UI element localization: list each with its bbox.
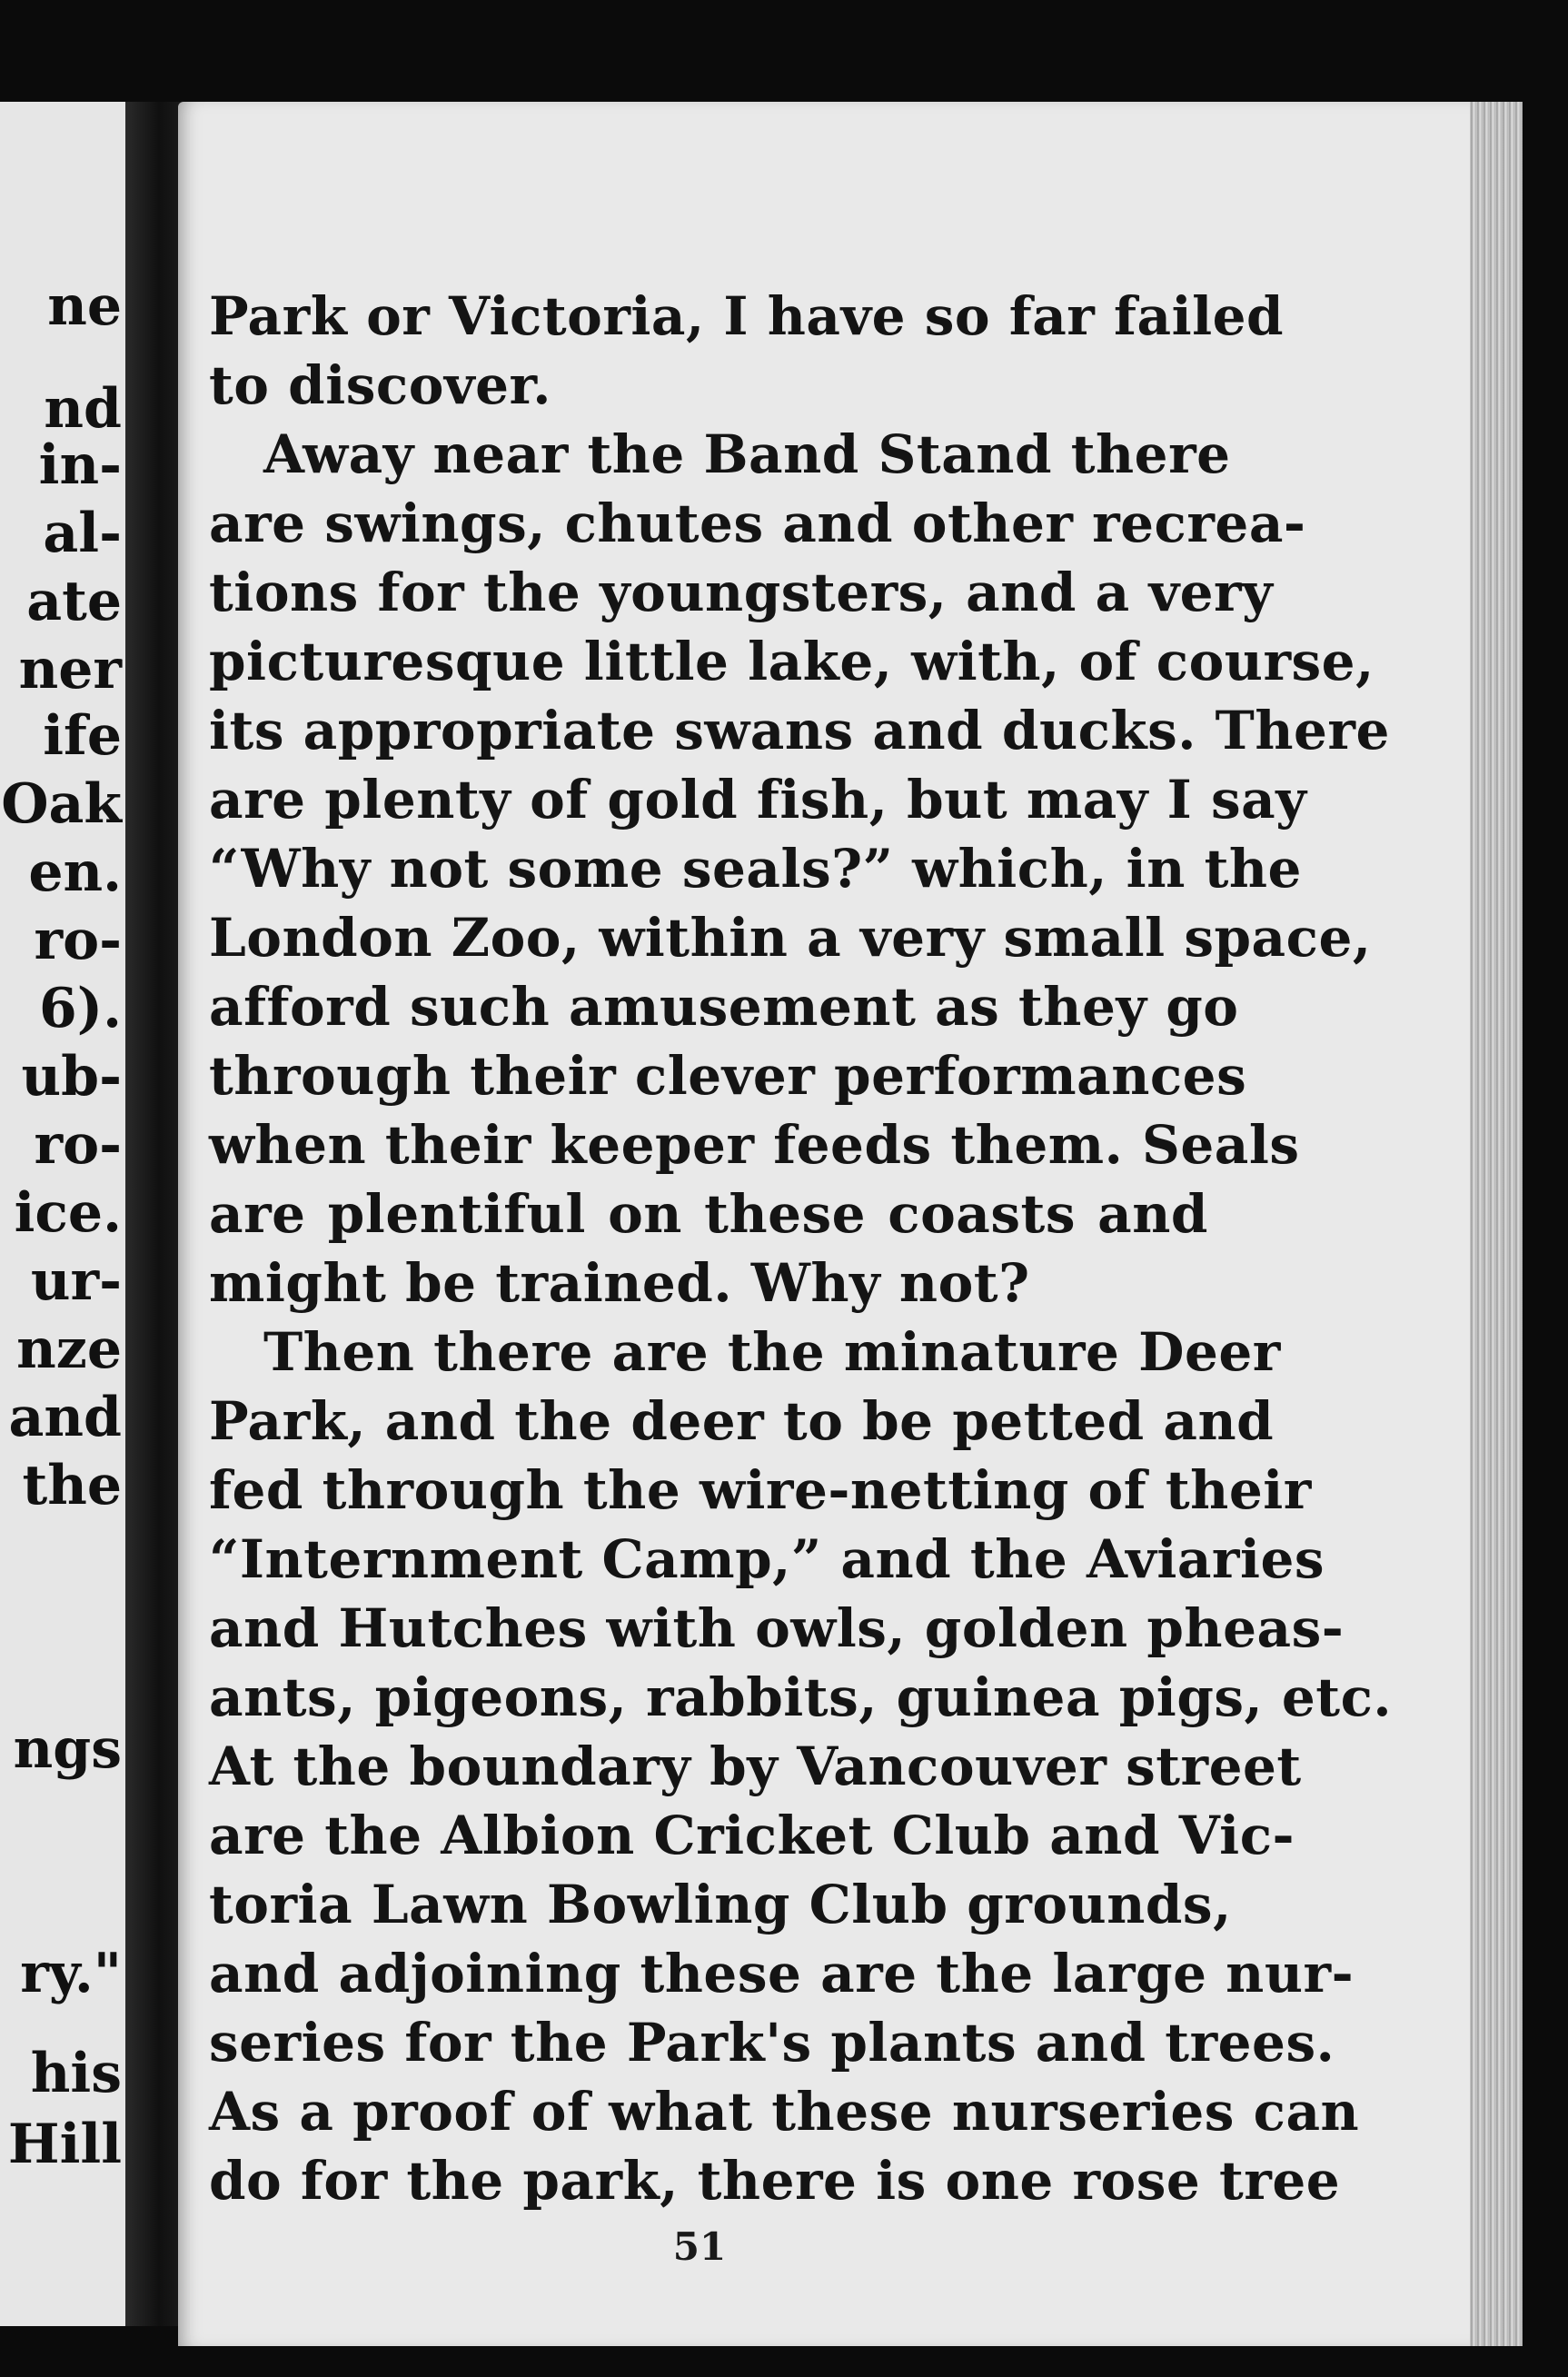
- text-line: might be trained. Why not?: [209, 1252, 1030, 1314]
- text-line: to discover.: [209, 354, 551, 416]
- text-line: are plenty of gold fish, but may I say: [209, 769, 1307, 830]
- left-page-line: in-: [38, 433, 122, 497]
- left-page-line: his: [30, 2042, 122, 2105]
- previous-page-fragment: [0, 102, 125, 2326]
- text-line: Park, and the deer to be petted and: [209, 1390, 1275, 1452]
- left-page-line: ry.": [20, 1942, 122, 2005]
- left-page-line: ro-: [34, 909, 122, 972]
- text-line: are plentiful on these coasts and: [209, 1183, 1208, 1245]
- left-page-line: ro-: [34, 1113, 122, 1177]
- text-line: “Why not some seals?” which, in the: [209, 838, 1302, 900]
- text-line: when their keeper feeds them. Seals: [209, 1114, 1300, 1176]
- page-edges: [1470, 102, 1523, 2346]
- text-line: ants, pigeons, rabbits, guinea pigs, etc.: [209, 1666, 1393, 1728]
- left-page-line: Oak: [1, 772, 122, 836]
- text-line: London Zoo, within a very small space,: [209, 907, 1372, 969]
- text-line: and adjoining these are the large nur-: [209, 1943, 1355, 2004]
- text-line: toria Lawn Bowling Club grounds,: [209, 1874, 1232, 1935]
- left-page-line: ife: [43, 704, 122, 768]
- text-line: its appropriate swans and ducks. There: [209, 700, 1390, 761]
- text-line: At the boundary by Vancouver street: [209, 1736, 1302, 1797]
- page-number: 51: [672, 2224, 727, 2269]
- text-line: “Internment Camp,” and the Aviaries: [209, 1528, 1325, 1590]
- left-page-line: nze: [16, 1318, 122, 1381]
- page-text: [209, 282, 1393, 2215]
- text-line: through their clever performances: [209, 1045, 1247, 1107]
- left-page-line: ngs: [13, 1717, 122, 1781]
- left-page-line: ice.: [14, 1181, 122, 1245]
- left-page-line: ate: [26, 570, 122, 633]
- left-page-line: ub-: [21, 1045, 122, 1109]
- text-line: are the Albion Cricket Club and Vic-: [209, 1805, 1295, 1866]
- text-line: Park or Victoria, I have so far failed: [209, 285, 1285, 347]
- left-page-line: nd: [44, 377, 122, 441]
- text-line: fed through the wire-netting of their: [209, 1459, 1312, 1521]
- text-line: Away near the Band Stand there: [263, 423, 1231, 485]
- text-line: do for the park, there is one rose tree: [209, 2150, 1341, 2212]
- left-page-line: the: [22, 1454, 122, 1517]
- left-page-line: ur-: [30, 1249, 122, 1313]
- text-line: tions for the youngsters, and a very: [209, 562, 1274, 623]
- left-page-line: al-: [43, 502, 122, 565]
- left-page-line: ne: [47, 274, 122, 338]
- text-line: As a proof of what these nurseries can: [209, 2081, 1360, 2143]
- text-line: picturesque little lake, with, of course,: [209, 631, 1374, 692]
- text-line: Then there are the minature Deer: [263, 1321, 1281, 1383]
- left-page-line: and: [8, 1386, 122, 1449]
- text-line: series for the Park's plants and trees.: [209, 2012, 1335, 2074]
- book-gutter: [125, 102, 182, 2326]
- left-page-line: ner: [18, 638, 122, 701]
- text-line: afford such amusement as they go: [209, 976, 1239, 1038]
- left-page-line: en.: [28, 840, 122, 904]
- text-line: are swings, chutes and other recrea-: [209, 492, 1306, 554]
- text-line: and Hutches with owls, golden pheas-: [209, 1597, 1345, 1659]
- left-page-line: Hill: [7, 2113, 122, 2176]
- left-page-line: 6).: [38, 977, 122, 1040]
